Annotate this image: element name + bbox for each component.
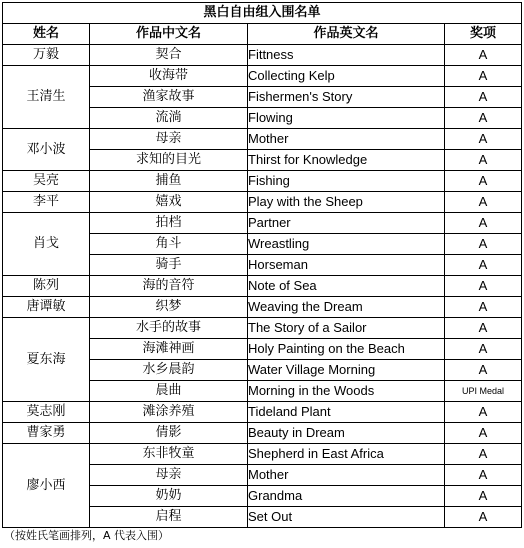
- award-cell: A: [445, 129, 522, 150]
- en-title-cell: Flowing: [248, 108, 445, 129]
- cn-title-cell: 契合: [90, 45, 248, 66]
- cn-title-cell: 织梦: [90, 297, 248, 318]
- en-title-cell: Mother: [248, 465, 445, 486]
- table-row: [3, 444, 522, 465]
- table-row: [3, 171, 522, 192]
- award-cell: A: [445, 276, 522, 297]
- award-cell: A: [445, 234, 522, 255]
- en-title-cell: The Story of a Sailor: [248, 318, 445, 339]
- finalist-table: [2, 2, 522, 528]
- award-cell: A: [445, 297, 522, 318]
- header-cn-title: 作品中文名: [90, 24, 248, 45]
- author-cell: 吴亮: [3, 171, 90, 192]
- header-award: 奖项: [445, 24, 522, 45]
- cn-title-cell: 渔家故事: [90, 87, 248, 108]
- award-cell: A: [445, 108, 522, 129]
- en-title-cell: Collecting Kelp: [248, 66, 445, 87]
- en-title-cell: Mother: [248, 129, 445, 150]
- header-row: [3, 24, 522, 45]
- author-cell: 肖戈: [3, 213, 90, 276]
- footnote: （按姓氏笔画排列，A 代表入围）: [4, 529, 170, 542]
- table-row: [3, 276, 522, 297]
- award-cell: A: [445, 171, 522, 192]
- author-cell: 廖小西: [3, 444, 90, 528]
- en-title-cell: Shepherd in East Africa: [248, 444, 445, 465]
- en-title-cell: Horseman: [248, 255, 445, 276]
- cn-title-cell: 启程: [90, 507, 248, 528]
- table-row: [3, 45, 522, 66]
- author-cell: 王清生: [3, 66, 90, 129]
- cn-title-cell: 骑手: [90, 255, 248, 276]
- award-cell: A: [445, 339, 522, 360]
- cn-title-cell: 嬉戏: [90, 192, 248, 213]
- award-cell: A: [445, 192, 522, 213]
- header-author: 姓名: [3, 24, 90, 45]
- cn-title-cell: 水乡晨韵: [90, 360, 248, 381]
- en-title-cell: Thirst for Knowledge: [248, 150, 445, 171]
- cn-title-cell: 倩影: [90, 423, 248, 444]
- en-title-cell: Fittness: [248, 45, 445, 66]
- en-title-cell: Weaving the Dream: [248, 297, 445, 318]
- award-cell: A: [445, 486, 522, 507]
- en-title-cell: Water Village Morning: [248, 360, 445, 381]
- cn-title-cell: 海的音符: [90, 276, 248, 297]
- en-title-cell: Fishing: [248, 171, 445, 192]
- en-title-cell: Beauty in Dream: [248, 423, 445, 444]
- author-cell: 万毅: [3, 45, 90, 66]
- author-cell: 莫志刚: [3, 402, 90, 423]
- author-cell: 李平: [3, 192, 90, 213]
- table-row: [3, 318, 522, 339]
- cn-title-cell: 东非牧童: [90, 444, 248, 465]
- award-cell: A: [445, 213, 522, 234]
- award-cell: A: [445, 507, 522, 528]
- en-title-cell: Tideland Plant: [248, 402, 445, 423]
- table-body: [3, 45, 522, 528]
- en-title-cell: Set Out: [248, 507, 445, 528]
- en-title-cell: Play with the Sheep: [248, 192, 445, 213]
- cn-title-cell: 流淌: [90, 108, 248, 129]
- award-cell: A: [445, 318, 522, 339]
- title-row: [3, 3, 522, 24]
- cn-title-cell: 拍档: [90, 213, 248, 234]
- en-title-cell: Holy Painting on the Beach: [248, 339, 445, 360]
- award-cell: A: [445, 45, 522, 66]
- cn-title-cell: 晨曲: [90, 381, 248, 402]
- author-cell: 唐谭敏: [3, 297, 90, 318]
- cn-title-cell: 收海带: [90, 66, 248, 87]
- author-cell: 夏东海: [3, 318, 90, 402]
- award-cell: A: [445, 444, 522, 465]
- award-cell: A: [445, 87, 522, 108]
- cn-title-cell: 求知的目光: [90, 150, 248, 171]
- en-title-cell: Note of Sea: [248, 276, 445, 297]
- table-row: [3, 66, 522, 87]
- table-row: [3, 192, 522, 213]
- cn-title-cell: 奶奶: [90, 486, 248, 507]
- award-cell: A: [445, 150, 522, 171]
- cn-title-cell: 捕鱼: [90, 171, 248, 192]
- author-cell: 邓小波: [3, 129, 90, 171]
- award-cell: A: [445, 255, 522, 276]
- cn-title-cell: 母亲: [90, 129, 248, 150]
- table-row: [3, 129, 522, 150]
- cn-title-cell: 母亲: [90, 465, 248, 486]
- table-title: 黑白自由组入围名单: [3, 3, 522, 24]
- finalist-sheet: [2, 2, 522, 528]
- table-row: [3, 423, 522, 444]
- award-cell: A: [445, 66, 522, 87]
- cn-title-cell: 滩涂养殖: [90, 402, 248, 423]
- award-cell: UPI Medal: [445, 381, 522, 402]
- en-title-cell: Fishermen's Story: [248, 87, 445, 108]
- cn-title-cell: 水手的故事: [90, 318, 248, 339]
- en-title-cell: Morning in the Woods: [248, 381, 445, 402]
- author-cell: 曹家勇: [3, 423, 90, 444]
- en-title-cell: Wreastling: [248, 234, 445, 255]
- cn-title-cell: 角斗: [90, 234, 248, 255]
- award-cell: A: [445, 465, 522, 486]
- table-row: [3, 402, 522, 423]
- author-cell: 陈列: [3, 276, 90, 297]
- cn-title-cell: 海滩神画: [90, 339, 248, 360]
- table-row: [3, 213, 522, 234]
- award-cell: A: [445, 423, 522, 444]
- en-title-cell: Grandma: [248, 486, 445, 507]
- header-en-title: 作品英文名: [248, 24, 445, 45]
- award-cell: A: [445, 360, 522, 381]
- award-cell: A: [445, 402, 522, 423]
- en-title-cell: Partner: [248, 213, 445, 234]
- table-row: [3, 297, 522, 318]
